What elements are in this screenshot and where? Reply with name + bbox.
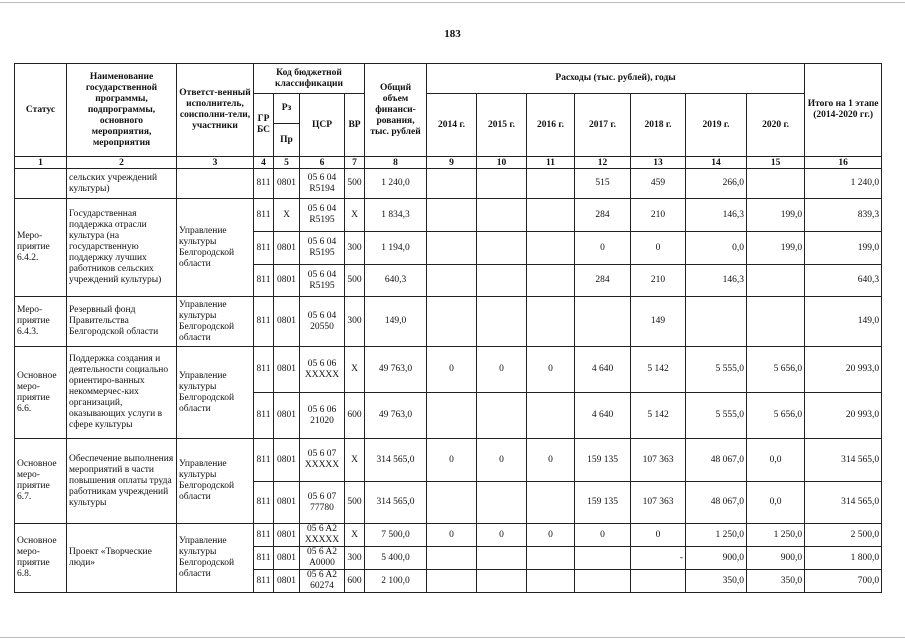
vr-cell: 600 — [345, 570, 365, 593]
year-cell — [427, 169, 477, 199]
year-cell — [427, 393, 477, 439]
stage-total-cell: 314 565,0 — [805, 482, 882, 524]
stage-total-cell: 2 500,0 — [805, 524, 882, 547]
vr-cell: 500 — [345, 265, 365, 297]
year-cell — [747, 297, 805, 347]
csr-cell: 05 6 A2 ХХХХХ — [300, 524, 345, 547]
total-cell: 1 240,0 — [365, 169, 427, 199]
rz-cell: 0801 — [274, 439, 300, 482]
table-row — [15, 297, 882, 347]
stage-total-cell: 314 565,0 — [805, 439, 882, 482]
year-cell: 900,0 — [747, 547, 805, 570]
rz-cell: 0801 — [274, 297, 300, 347]
year-cell — [575, 547, 631, 570]
grbs-cell: 811 — [254, 547, 274, 570]
year-cell — [527, 199, 575, 232]
year-cell — [477, 265, 527, 297]
year-cell: 146,3 — [686, 199, 747, 232]
year-cell — [427, 297, 477, 347]
header-expenses: Расходы (тыс. рублей), годы — [427, 64, 805, 94]
status-cell: Основное меро-приятие 6.6. — [15, 347, 67, 439]
header-year: 2015 г. — [477, 94, 527, 157]
year-cell — [527, 232, 575, 265]
stage-total-cell: 149,0 — [805, 297, 882, 347]
column-number: 14 — [686, 157, 747, 169]
header-rz: Рз — [274, 94, 300, 124]
stage-total-cell: 20 993,0 — [805, 393, 882, 439]
year-cell: 284 — [575, 265, 631, 297]
csr-cell: 05 6 06 21020 — [300, 393, 345, 439]
year-cell: 459 — [631, 169, 686, 199]
year-cell: 48 067,0 — [686, 439, 747, 482]
year-cell — [527, 265, 575, 297]
csr-cell: 05 6 04 R5195 — [300, 199, 345, 232]
grbs-cell: 811 — [254, 297, 274, 347]
executor-cell: Управление культуры Белгородской области — [177, 347, 254, 439]
status-cell: Основное меро-приятие 6.8. — [15, 524, 67, 593]
csr-cell: 05 6 07 77780 — [300, 482, 345, 524]
header-year: 2019 г. — [686, 94, 747, 157]
header-year: 2020 г. — [747, 94, 805, 157]
column-number: 11 — [527, 157, 575, 169]
name-cell: Поддержка создания и деятельности социально ориентиро-ванных некоммерчес-ких организаций, оказывающих услуги в сфере культуры — [67, 347, 177, 439]
column-number: 4 — [254, 157, 274, 169]
stage-total-cell: 1 240,0 — [805, 169, 882, 199]
csr-cell: 05 6 04 R5195 — [300, 232, 345, 265]
column-number: 13 — [631, 157, 686, 169]
year-cell: 159 135 — [575, 482, 631, 524]
year-cell — [427, 265, 477, 297]
year-cell — [427, 482, 477, 524]
column-number-row — [15, 157, 882, 169]
status-cell — [15, 169, 67, 199]
csr-cell: 05 6 04 R5194 — [300, 169, 345, 199]
year-cell: 0 — [427, 524, 477, 547]
csr-cell: 05 6 06 ХХХХХ — [300, 347, 345, 393]
column-number: 15 — [747, 157, 805, 169]
year-cell: 0,0 — [686, 232, 747, 265]
rz-cell: Х — [274, 199, 300, 232]
year-cell — [427, 570, 477, 593]
year-cell — [427, 232, 477, 265]
header-status: Статус — [15, 64, 67, 157]
year-cell — [477, 393, 527, 439]
year-cell: 515 — [575, 169, 631, 199]
column-number: 12 — [575, 157, 631, 169]
year-cell — [477, 297, 527, 347]
year-cell: 199,0 — [747, 199, 805, 232]
vr-cell: 500 — [345, 169, 365, 199]
vr-cell: Х — [345, 439, 365, 482]
year-cell — [427, 547, 477, 570]
rz-cell: 0801 — [274, 347, 300, 393]
scan-edge-line — [0, 637, 905, 638]
year-cell: 0 — [631, 232, 686, 265]
header-year: 2017 г. — [575, 94, 631, 157]
grbs-cell: 811 — [254, 482, 274, 524]
year-cell — [575, 297, 631, 347]
year-cell: 4 640 — [575, 393, 631, 439]
year-cell — [477, 547, 527, 570]
year-cell: 0,0 — [747, 482, 805, 524]
column-number: 1 — [15, 157, 67, 169]
stage-total-cell: 20 993,0 — [805, 347, 882, 393]
grbs-cell: 811 — [254, 199, 274, 232]
year-cell — [427, 199, 477, 232]
header-vr: ВР — [345, 94, 365, 157]
year-cell: 107 363 — [631, 439, 686, 482]
year-cell: 0 — [477, 439, 527, 482]
rz-cell: 0801 — [274, 482, 300, 524]
year-cell: 0 — [527, 439, 575, 482]
column-number: 3 — [177, 157, 254, 169]
year-cell: 0 — [575, 524, 631, 547]
name-cell: сельских учреждений культуры) — [67, 169, 177, 199]
executor-cell — [177, 169, 254, 199]
total-cell: 1 194,0 — [365, 232, 427, 265]
table-row — [15, 347, 882, 393]
grbs-cell: 811 — [254, 393, 274, 439]
grbs-cell: 811 — [254, 265, 274, 297]
header-grbs: ГР БС — [254, 94, 274, 157]
total-cell: 314 565,0 — [365, 482, 427, 524]
year-cell: 5 555,0 — [686, 393, 747, 439]
stage-total-cell: 839,3 — [805, 199, 882, 232]
grbs-cell: 811 — [254, 570, 274, 593]
year-cell: 0 — [427, 347, 477, 393]
vr-cell: Х — [345, 524, 365, 547]
year-cell: 146,3 — [686, 265, 747, 297]
vr-cell: Х — [345, 199, 365, 232]
year-cell: 350,0 — [747, 570, 805, 593]
year-cell: 5 142 — [631, 347, 686, 393]
name-cell: Обеспечение выполнения мероприятий в части повышения оплаты труда работникам учреждений культуры — [67, 439, 177, 524]
year-cell: 4 640 — [575, 347, 631, 393]
rz-cell: 0801 — [274, 547, 300, 570]
year-cell — [477, 169, 527, 199]
vr-cell: Х — [345, 347, 365, 393]
year-cell: 5 656,0 — [747, 393, 805, 439]
vr-cell: 600 — [345, 393, 365, 439]
column-number: 7 — [345, 157, 365, 169]
budget-table — [14, 63, 882, 593]
header-csr: ЦСР — [300, 94, 345, 157]
name-cell: Проект «Творческие люди» — [67, 524, 177, 593]
header-pr: Пр — [274, 124, 300, 157]
total-cell: 640,3 — [365, 265, 427, 297]
header-year: 2018 г. — [631, 94, 686, 157]
total-cell: 1 834,3 — [365, 199, 427, 232]
total-cell: 49 763,0 — [365, 393, 427, 439]
page-number: 183 — [444, 28, 461, 40]
stage-total-cell: 1 800,0 — [805, 547, 882, 570]
total-cell: 149,0 — [365, 297, 427, 347]
csr-cell: 05 6 04 R5195 — [300, 265, 345, 297]
stage-total-cell: 199,0 — [805, 232, 882, 265]
year-cell — [575, 570, 631, 593]
year-cell: 159 135 — [575, 439, 631, 482]
rz-cell: 0801 — [274, 570, 300, 593]
status-cell: Меро-приятие 6.4.2. — [15, 199, 67, 297]
column-number: 10 — [477, 157, 527, 169]
column-number: 16 — [805, 157, 882, 169]
grbs-cell: 811 — [254, 232, 274, 265]
year-cell: 0,0 — [747, 439, 805, 482]
year-cell: - — [631, 547, 686, 570]
year-cell — [631, 570, 686, 593]
year-cell: 210 — [631, 199, 686, 232]
csr-cell: 05 6 A2 60274 — [300, 570, 345, 593]
header-total-volume: Общий объем финанси-рования, тыс. рублей — [365, 64, 427, 157]
stage-total-cell: 700,0 — [805, 570, 882, 593]
year-cell — [527, 570, 575, 593]
year-cell: 1 250,0 — [747, 524, 805, 547]
year-cell: 48 067,0 — [686, 482, 747, 524]
year-cell — [477, 570, 527, 593]
year-cell — [747, 265, 805, 297]
total-cell: 7 500,0 — [365, 524, 427, 547]
year-cell: 0 — [427, 439, 477, 482]
year-cell: 266,0 — [686, 169, 747, 199]
year-cell: 5 555,0 — [686, 347, 747, 393]
year-cell — [477, 199, 527, 232]
year-cell: 0 — [631, 524, 686, 547]
scan-edge-line — [0, 2, 905, 3]
header-stage-total: Итого на 1 этапе (2014-2020 гг.) — [805, 64, 882, 157]
year-cell — [477, 482, 527, 524]
year-cell: 1 250,0 — [686, 524, 747, 547]
year-cell: 284 — [575, 199, 631, 232]
year-cell: 0 — [527, 524, 575, 547]
header-year: 2016 г. — [527, 94, 575, 157]
year-cell — [747, 169, 805, 199]
csr-cell: 05 6 A2 A0000 — [300, 547, 345, 570]
executor-cell: Управление культуры Белгородской области — [177, 439, 254, 524]
year-cell: 0 — [575, 232, 631, 265]
year-cell: 210 — [631, 265, 686, 297]
year-cell — [527, 482, 575, 524]
year-cell — [477, 232, 527, 265]
year-cell: 5 656,0 — [747, 347, 805, 393]
column-number: 9 — [427, 157, 477, 169]
grbs-cell: 811 — [254, 524, 274, 547]
status-cell: Меро-приятие 6.4.3. — [15, 297, 67, 347]
header-name: Наименование государственной программы, подпрограммы, основного мероприятия, мероприятия — [67, 64, 177, 157]
year-cell: 900,0 — [686, 547, 747, 570]
year-cell — [527, 169, 575, 199]
rz-cell: 0801 — [274, 169, 300, 199]
name-cell: Государственная поддержка отрасли культура (на государственную поддержку лучших работников сельских учреждений культуры) — [67, 199, 177, 297]
vr-cell: 300 — [345, 232, 365, 265]
header-year: 2014 г. — [427, 94, 477, 157]
csr-cell: 05 6 04 20550 — [300, 297, 345, 347]
rz-cell: 0801 — [274, 524, 300, 547]
csr-cell: 05 6 07 ХХХХХ — [300, 439, 345, 482]
year-cell: 0 — [477, 524, 527, 547]
year-cell: 149 — [631, 297, 686, 347]
column-number: 5 — [274, 157, 300, 169]
total-cell: 2 100,0 — [365, 570, 427, 593]
grbs-cell: 811 — [254, 439, 274, 482]
vr-cell: 300 — [345, 297, 365, 347]
table-row — [15, 199, 882, 232]
table-row — [15, 439, 882, 482]
year-cell — [686, 297, 747, 347]
column-number: 8 — [365, 157, 427, 169]
year-cell: 0 — [527, 347, 575, 393]
header-budget-code: Код бюджетной классификации — [254, 64, 365, 94]
stage-total-cell: 640,3 — [805, 265, 882, 297]
total-cell: 314 565,0 — [365, 439, 427, 482]
name-cell: Резервный фонд Правительства Белгородской области — [67, 297, 177, 347]
total-cell: 5 400,0 — [365, 547, 427, 570]
header-executor: Ответст-венный исполнитель, соисполни-тели, участники — [177, 64, 254, 157]
year-cell: 107 363 — [631, 482, 686, 524]
column-number: 2 — [67, 157, 177, 169]
year-cell: 0 — [477, 347, 527, 393]
grbs-cell: 811 — [254, 169, 274, 199]
year-cell: 199,0 — [747, 232, 805, 265]
vr-cell: 500 — [345, 482, 365, 524]
executor-cell: Управление культуры Белгородской области — [177, 297, 254, 347]
year-cell — [527, 297, 575, 347]
table-row — [15, 524, 882, 547]
table-row — [15, 169, 882, 199]
year-cell: 5 142 — [631, 393, 686, 439]
vr-cell: 300 — [345, 547, 365, 570]
grbs-cell: 811 — [254, 347, 274, 393]
year-cell — [527, 393, 575, 439]
total-cell: 49 763,0 — [365, 347, 427, 393]
column-number: 6 — [300, 157, 345, 169]
rz-cell: 0801 — [274, 393, 300, 439]
rz-cell: 0801 — [274, 265, 300, 297]
executor-cell: Управление культуры Белгородской области — [177, 199, 254, 297]
year-cell — [527, 547, 575, 570]
rz-cell: 0801 — [274, 232, 300, 265]
status-cell: Основное меро-приятие 6.7. — [15, 439, 67, 524]
year-cell: 350,0 — [686, 570, 747, 593]
executor-cell: Управление культуры Белгородской области — [177, 524, 254, 593]
